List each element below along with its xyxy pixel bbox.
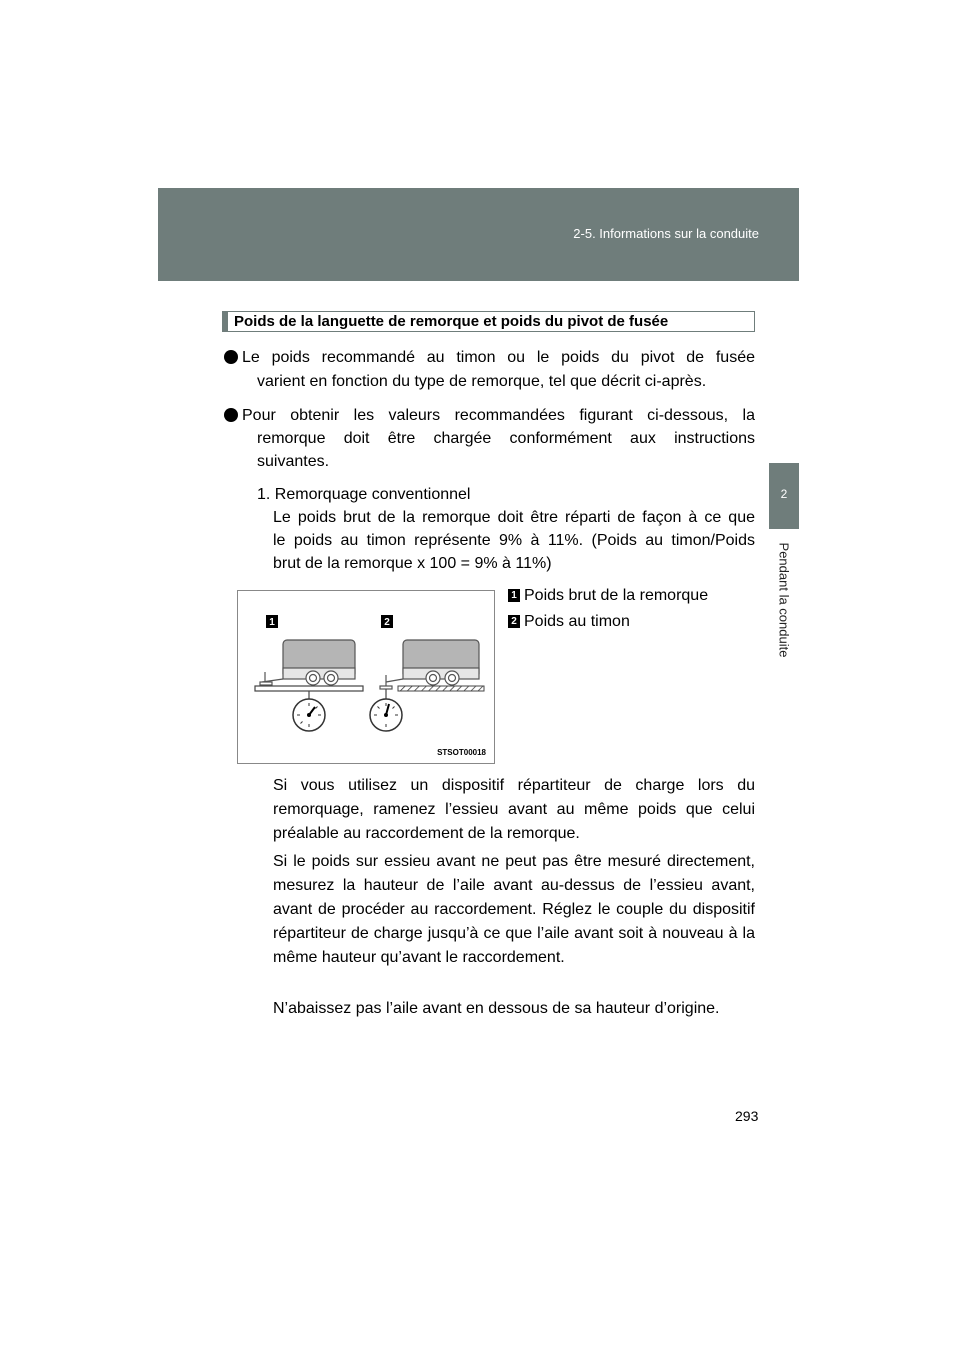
trailer-left bbox=[260, 640, 355, 685]
paragraph-front-axle: Si le poids sur essieu avant ne peut pas être mesuré directement, mesurez la hauteur de l’aile avant au-dessus de l’essieu avant, avant de procéder au raccordement. Réglez le couple du dispositif répartiteur de charge jusqu’à ce que l’aile avant soit à nouveau à la même hauteur qu’avant le raccordement. bbox=[273, 853, 755, 966]
callout-1: 1 bbox=[269, 617, 275, 628]
legend-label-2: Poids au timon bbox=[524, 613, 630, 630]
trailer-weight-figure bbox=[237, 590, 495, 764]
trailer-illustration bbox=[238, 591, 494, 763]
chapter-tab bbox=[769, 463, 799, 529]
legend-label-1: Poids brut de la remorque bbox=[524, 587, 709, 604]
paragraph-fender-warning: N’abaissez pas l’aile avant en dessous de sa hauteur d’origine. bbox=[273, 1000, 720, 1017]
legend-item-1 bbox=[508, 587, 708, 605]
paragraph-load-distribution: Si vous utilisez un dispositif répartiteur de charge lors du remorquage, ramenez l’essieu avant au même poids que celui préalable au raccordement de la remorque. bbox=[273, 777, 755, 842]
legend-number-2: 2 bbox=[508, 615, 520, 628]
item-1-line-3: brut de la remorque x 100 = 9% à 11%) bbox=[273, 555, 552, 572]
legend-number-1: 1 bbox=[508, 589, 520, 602]
item-1-line-2: le poids au timon représente 9% à 11%. (Poids au timon/Poids bbox=[273, 532, 755, 549]
page-number: 293 bbox=[735, 1108, 759, 1124]
ground bbox=[398, 686, 484, 691]
item-1-title: 1. Remorquage conventionnel bbox=[257, 486, 471, 503]
chapter-tab-number: 2 bbox=[780, 487, 788, 501]
header-section-title: 2-5. Informations sur la conduite bbox=[573, 226, 759, 241]
figure-code: STSOT00018 bbox=[437, 748, 486, 757]
bullet-1-line-2: varient en fonction du type de remorque, tel que décrit ci-après. bbox=[257, 373, 707, 390]
chapter-side-label: Pendant la conduite bbox=[776, 542, 792, 658]
bullet-2-line-1: Pour obtenir les valeurs recommandées figurant ci-dessous, la bbox=[242, 407, 755, 424]
bullet-2-line-3: suivantes. bbox=[257, 453, 330, 470]
legend-item-2 bbox=[508, 613, 630, 631]
header-band bbox=[158, 188, 799, 281]
trailer-right bbox=[380, 640, 479, 689]
section-title: Poids de la languette de remorque et poids du pivot de fusée bbox=[222, 311, 755, 332]
scale-platform bbox=[255, 686, 363, 691]
bullet-dot bbox=[224, 350, 238, 364]
bullet-dot bbox=[224, 408, 238, 422]
callout-2: 2 bbox=[384, 617, 390, 628]
item-1-line-1: Le poids brut de la remorque doit être réparti de façon à ce que bbox=[273, 509, 755, 526]
bullet-1-line-1: Le poids recommandé au timon ou le poids du pivot de fusée bbox=[242, 349, 755, 366]
scale-gauge-right bbox=[370, 699, 402, 731]
scale-gauge-left bbox=[293, 699, 325, 731]
bullet-2-line-2: remorque doit être chargée conformément aux instructions bbox=[257, 430, 755, 447]
